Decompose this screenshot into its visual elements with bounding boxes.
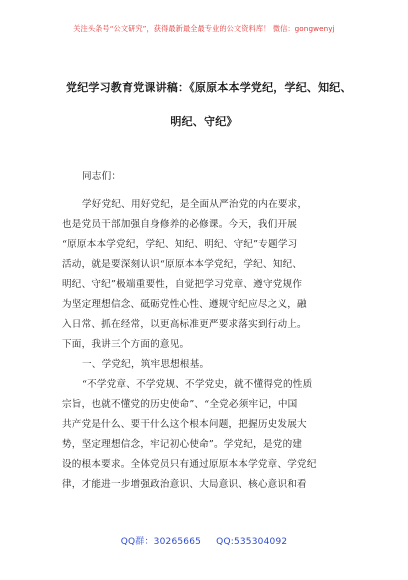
body-line-10: “不学党章、不学党规、不学党史，就不懂得党的性质	[82, 379, 313, 390]
footer-contact	[0, 536, 408, 548]
body-line-15: 律，才能进一步增强政治意识、大局意识、核心意识和看	[62, 479, 307, 490]
body-line-5: 明纪、守纪”极端重要性，自觉把学习党章、遵守党规作	[62, 279, 303, 290]
body-line-13: 势，坚定理想信念，牢记初心使命”。学党纪，是党的建	[62, 439, 303, 450]
document-title-line-2: 明纪、守纪》	[170, 115, 238, 128]
footer-qq-number: QQ:535304092	[216, 537, 288, 547]
body-line-4: 活动，就是要深刻认识“原原本本学党纪，学纪、知纪、	[62, 259, 303, 270]
body-line-8: 下面，我讲三个方面的意见。	[62, 339, 190, 350]
body-line-3: “原原本本学党纪，学纪、知纪、明纪、守纪”专题学习	[62, 239, 298, 250]
body-line-2: 也是党员干部加强自身修养的必修课。今天，我们开展	[62, 219, 298, 230]
body-line-12: 共产党是什么、要干什么这个根本问题，把握历史发展大	[62, 419, 307, 430]
document-title-line-1: 党纪学习教育党课讲稿：《原原本本学党纪，学纪、知纪、	[66, 81, 352, 94]
header-note: 关注头条号“公文研究”，获得最新最全最专业的公文资料库！ 微信：gongwenyj	[73, 24, 335, 33]
salutation: 同志们：	[82, 171, 122, 182]
body-line-14: 设的根本要求。全体党员只有通过原原本本学党章、学党纪	[62, 459, 317, 470]
body-line-7: 入日常、抓在经常，以更高标准更严要求落实到行动上。	[62, 319, 307, 330]
body-line-1: 学好党纪、用好党纪，是全面从严治党的内在要求，	[82, 199, 308, 210]
body-line-11: 宗旨，也就不懂党的历史使命”、“全党必须牢记，中国	[62, 399, 298, 410]
section-heading-1: 一、学党纪，筑牢思想根基。	[82, 359, 210, 370]
body-line-6: 为坚定理想信念、砥砺党性心性、遵规守纪应尽之义，融	[62, 299, 307, 310]
footer-qq-group: QQ群：30265665	[120, 537, 202, 547]
